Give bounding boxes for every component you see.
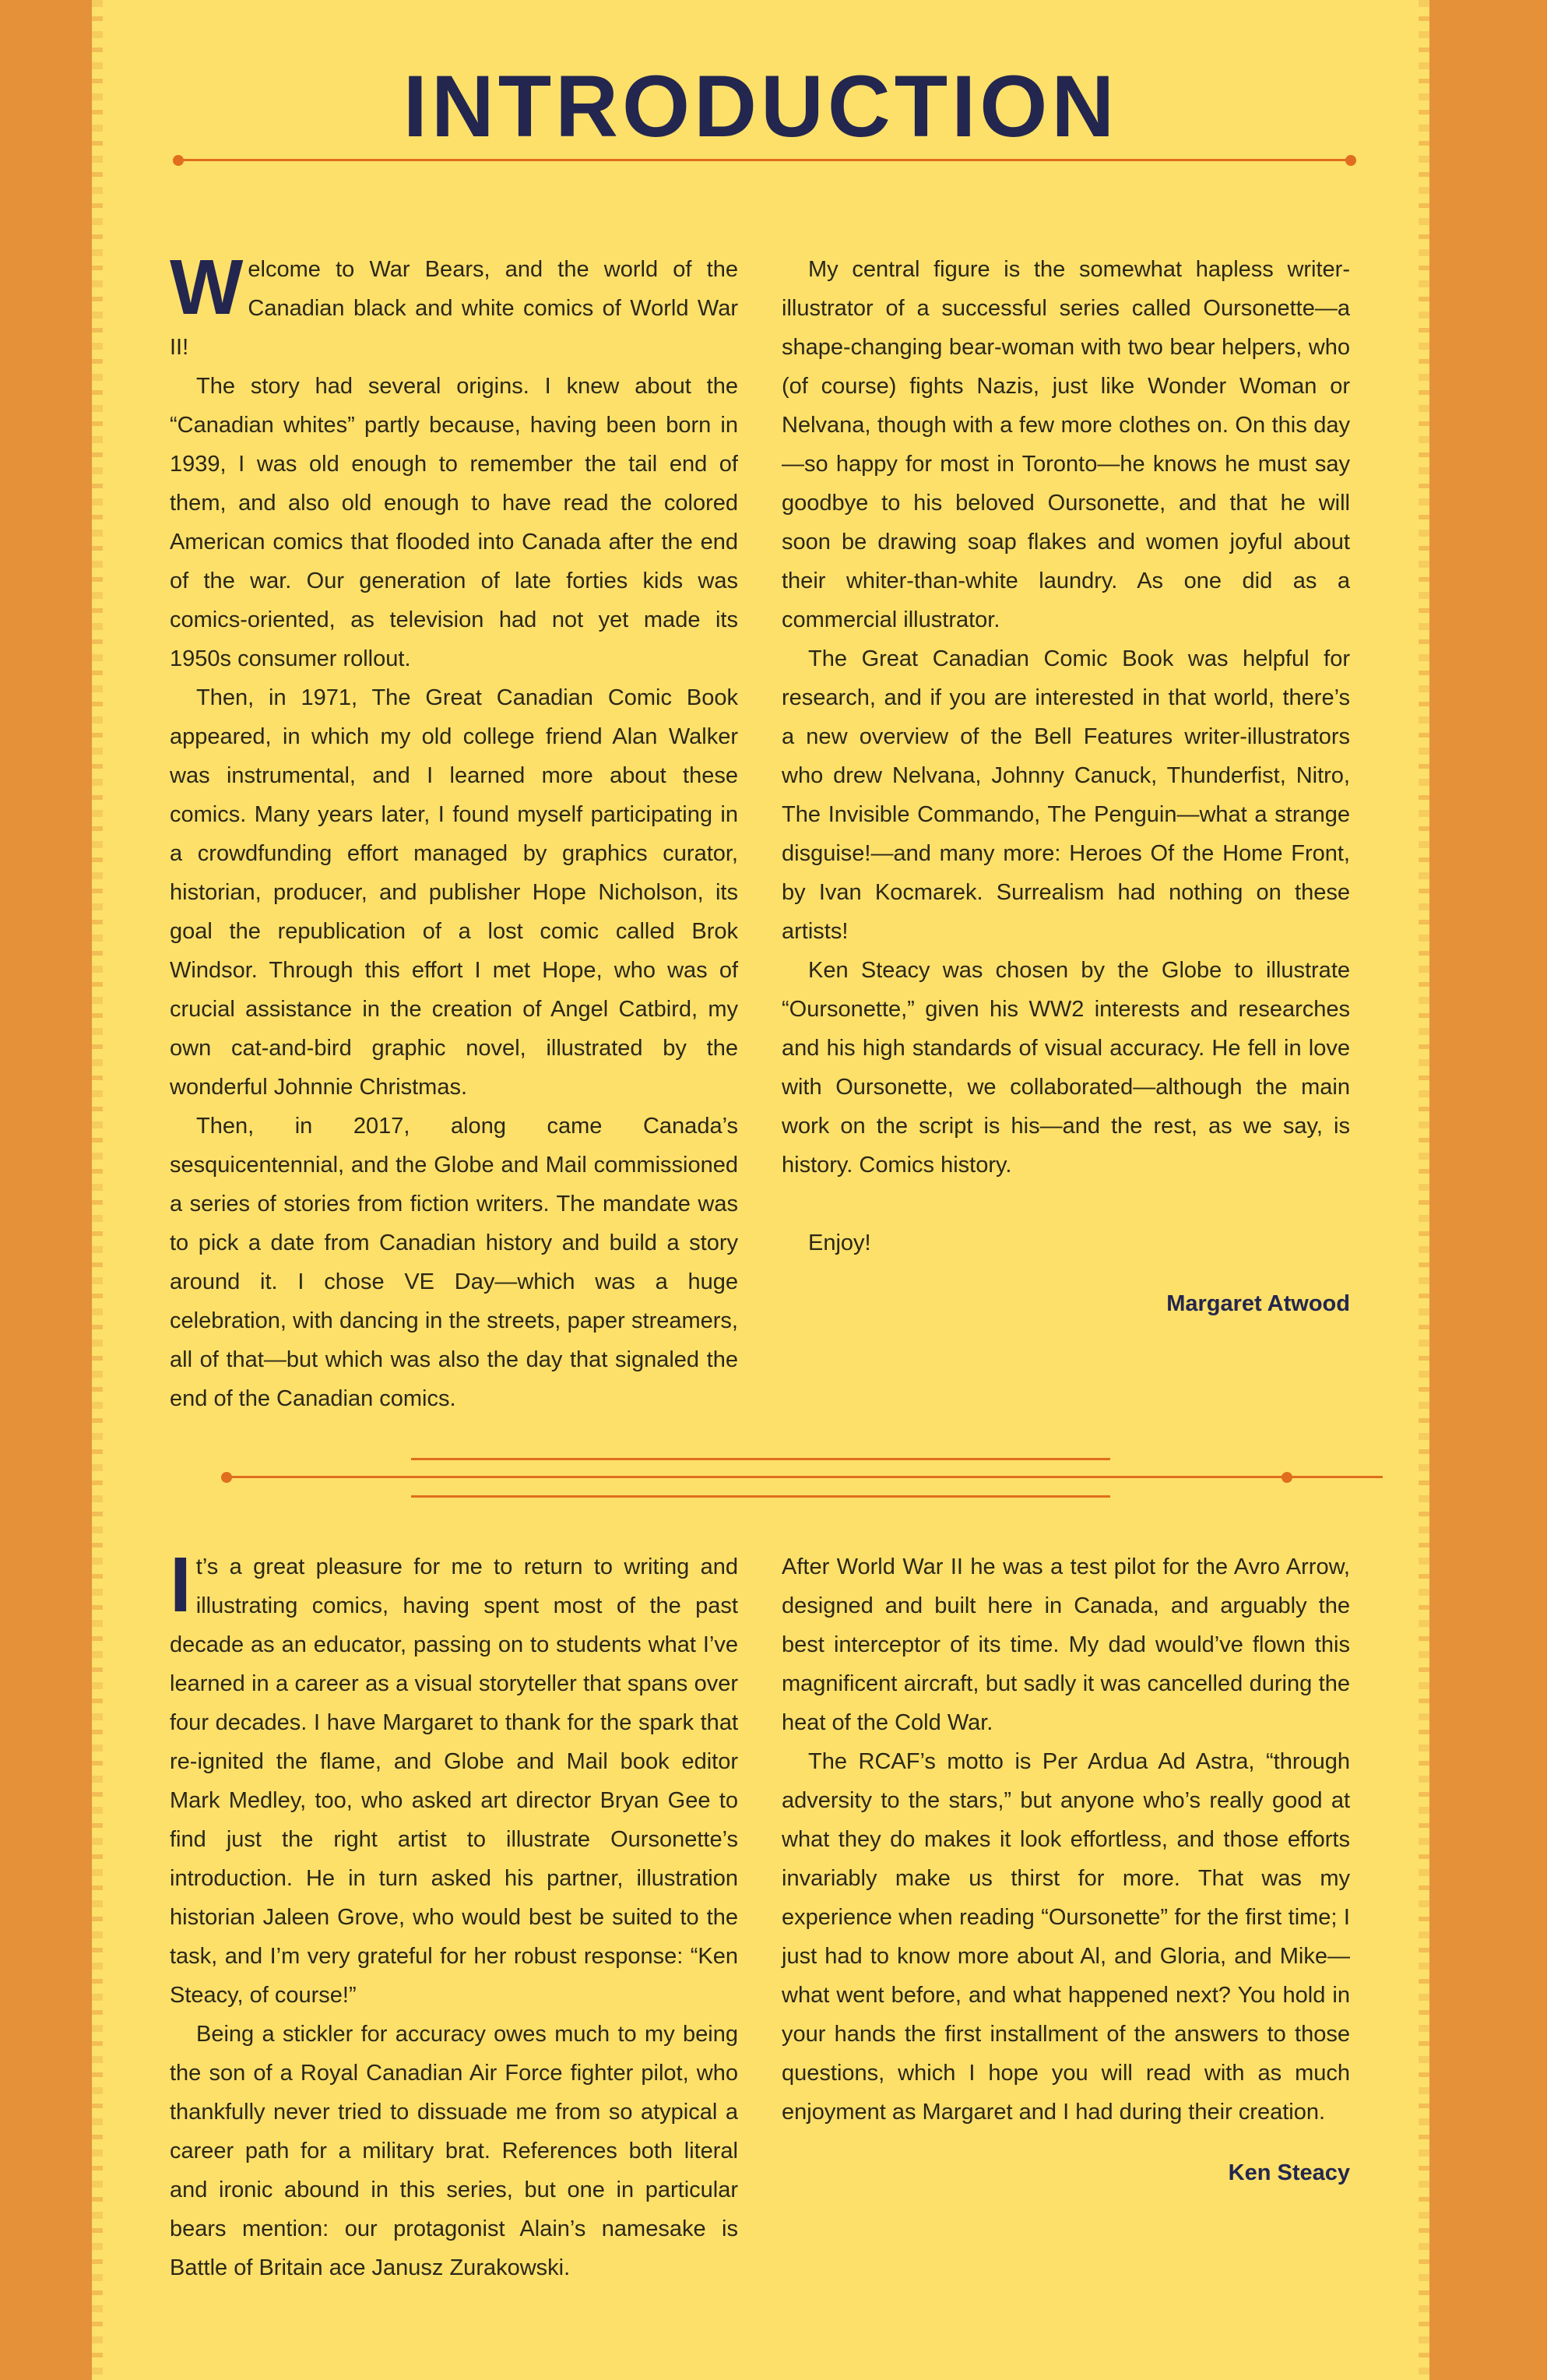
divider-dot-right [1282,1472,1292,1483]
divider-bottom [411,1495,1110,1498]
divider-middle [226,1476,1383,1478]
steacy-paragraph-4: The RCAF’s motto is Per Ardua Ad Astra, “through adversity to the stars,” but anyone who’s really good at what they do makes it look effortless, and those efforts invariably make us thirst for more. That was my experience when reading “Oursonette” for the first time; I just had to know more about Al, and Gloria, and Mike—what went before, and what happened next? You hold in your hands the first installment of the answers to those questions, which I hope you will read with as much enjoyment as Margaret and I had during their creation. [782,1749,1350,2125]
steacy-signature: Ken Steacy [1228,2160,1350,2185]
atwood-paragraph-1: Welcome to War Bears, and the world of the Canadian black and white comics of World War II! [170,244,738,360]
steacy-paragraph-3: After World War II he was a test pilot for the Avro Arrow, designed and built here in Canada, and arguably the best interceptor of its time. My dad would’ve flown this magnificent aircraft, but sadly it was cancelled during the heat of the Cold War. [782,1554,1350,1735]
divider-top [411,1458,1110,1460]
atwood-signature: Margaret Atwood [1166,1291,1350,1316]
atwood-column-right [782,250,1350,1323]
steacy-column-right [782,1547,1350,2192]
page-title: INTRODUCTION [403,58,1119,155]
steacy-paragraph-1: It’s a great pleasure for me to return to writing and illustrating comics, having spent most of the past decade as an educator, passing on to students what I’ve learned in a career as a visual storyteller that spans over four decades. I have Margaret to thank for the spark that re-ignited the flame, and Globe and Mail book editor Mark Medley, too, who asked art director Bryan Gee to find just the right artist to illustrate Oursonette’s introduction. He in turn asked his partner, illustration historian Jaleen Grove, who would best be suited to the task, and I’m very grateful for her robust response: “Ken Steacy, of course!” [170,1541,738,2008]
drop-cap-i: I [170,1541,192,1628]
page [92,0,1429,2380]
drop-cap-w: W [170,244,244,331]
atwood-paragraph-5: My central figure is the somewhat hapless writer-illustrator of a successful series called Oursonette—a shape-changing bear-woman with two bear helpers, who (of course) fights Nazis, just like Wonder Woman or Nelvana, though with a few more clothes on. On this day—so happy for most in Toronto—he knows he must say goodbye to his beloved Oursonette, and that he will soon be drawing soap flakes and women joyful about their whiter-than-white laundry. As one did as a commercial illustrator. [782,257,1350,632]
atwood-paragraph-7: Ken Steacy was chosen by the Globe to illustrate “Oursonette,” given his WW2 interests and researches and his high standards of visual accuracy. He fell in love with Oursonette, we collaborated—although the main work on the script is his—and the rest, as we say, is history. Comics history. [782,958,1350,1178]
rule-dot-right [1345,155,1356,166]
title-rule [178,159,1355,161]
steacy-paragraph-2: Being a stickler for accuracy owes much to my being the son of a Royal Canadian Air Force fighter pilot, who thankfully never tried to dissuade me from so atypical a career path for a military brat. References both literal and ironic abound in this series, but one in particular bears mention: our protagonist Alain’s namesake is Battle of Britain ace Janusz Zurakowski. [170,2022,738,2280]
atwood-paragraph-6: The Great Canadian Comic Book was helpful for research, and if you are interested in that world, there’s a new overview of the Bell Features writer-illustrators who drew Nelvana, Johnny Canuck, Thunderfist, Nitro, The Invisible Commando, The Penguin—what a strange disguise!—and many more: Heroes Of the Home Front, by Ivan Kocmarek. Surrealism had nothing on these artists! [782,646,1350,944]
steacy-column-left [170,1541,738,2287]
torn-edge-left [92,0,103,2380]
atwood-column-left [170,244,738,1418]
atwood-paragraph-4: Then, in 2017, along came Canada’s sesquicentennial, and the Globe and Mail commissioned a series of stories from fiction writers. The mandate was to pick a date from Canadian history and build a story around it. I chose VE Day—which was a huge celebration, with dancing in the streets, paper streamers, all of that—but which was also the day that signaled the end of the Canadian comics. [170,1114,738,1411]
atwood-paragraph-8: Enjoy! [808,1230,871,1255]
torn-edge-right [1419,0,1429,2380]
atwood-paragraph-2: The story had several origins. I knew about the “Canadian whites” partly because, having been born in 1939, I was old enough to remember the tail end of them, and also old enough to have read the colored American comics that flooded into Canada after the end of the war. Our generation of late forties kids was comics-oriented, as television had not yet made its 1950s consumer rollout. [170,374,738,671]
atwood-paragraph-3: Then, in 1971, The Great Canadian Comic Book appeared, in which my old college friend Alan Walker was instrumental, and I learned more about these comics. Many years later, I found myself participating in a crowdfunding effort managed by graphics curator, historian, producer, and publisher Hope Nicholson, its goal the republication of a lost comic called Brok Windsor. Through this effort I met Hope, who was of crucial assistance in the creation of Angel Catbird, my own cat-and-bird graphic novel, illustrated by the wonderful Johnnie Christmas. [170,685,738,1100]
